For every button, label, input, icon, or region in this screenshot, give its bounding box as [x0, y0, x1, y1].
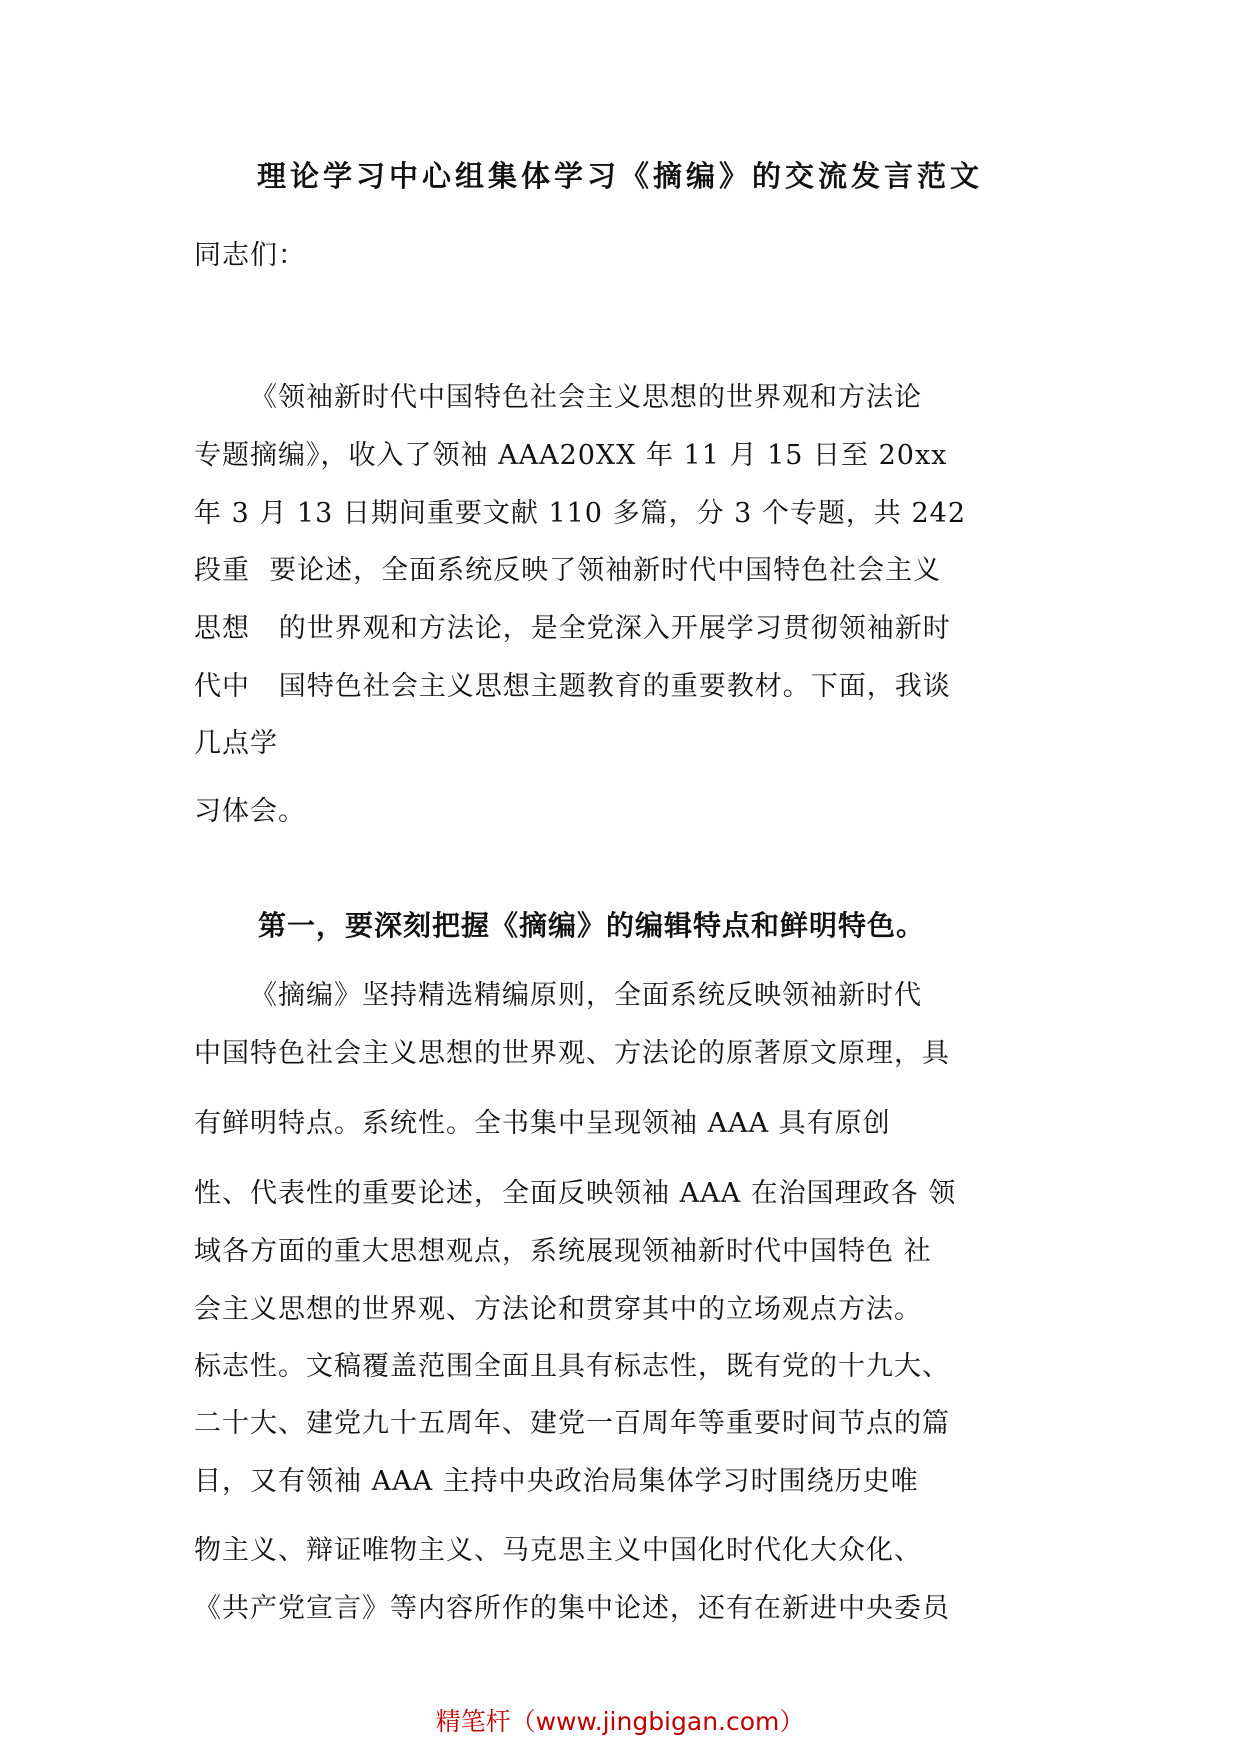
section-1-line-7: 标志性。文稿覆盖范围全面且具有标志性，既有党的十九大、 [194, 1351, 950, 1382]
intro-line-1: 《领袖新时代中国特色社会主义思想的世界观和方法论 [250, 382, 922, 413]
section-1-line-9: 目，又有领袖 AAA 主持中央政治局集体学习时围绕历史唯 [194, 1466, 919, 1497]
watermark-footer: 精笔杆（www.jingbigan.com） [435, 1707, 805, 1736]
intro-line-5: 思想 的世界观和方法论，是全党深入开展学习贯彻领袖新时 [194, 613, 951, 644]
intro-line-4: 段重 要论述，全面系统反映了领袖新时代中国特色社会主义 [194, 555, 942, 586]
document-title: 理论学习中心组集体学习《摘编》的交流发言范文 [256, 159, 983, 193]
section-1-line-1: 《摘编》坚持精选精编原则，全面系统反映领袖新时代 [250, 980, 922, 1011]
intro-line-7: 几点学 [194, 728, 278, 759]
section-1-line-4: 性、代表性的重要论述，全面反映领袖 AAA 在治国理政各 领 [194, 1178, 957, 1209]
section-1-line-8: 二十大、建党九十五周年、建党一百周年等重要时间节点的篇 [194, 1408, 950, 1439]
section-1-line-2: 中国特色社会主义思想的世界观、方法论的原著原文原理，具 [194, 1038, 950, 1069]
section-1-line-3: 有鲜明特点。系统性。全书集中呈现领袖 AAA 具有原创 [194, 1108, 891, 1139]
salutation: 同志们： [194, 240, 306, 271]
section-1-line-6: 会主义思想的世界观、方法论和贯穿其中的立场观点方法。 [194, 1294, 922, 1325]
intro-line-3: 年 3 月 13 日期间重要文献 110 多篇，分 3 个专题，共 242 [194, 498, 967, 529]
intro-line-6: 代中 国特色社会主义思想主题教育的重要教材。下面，我谈 [194, 671, 951, 702]
section-1-line-10: 物主义、辩证唯物主义、马克思主义中国化时代化大众化、 [194, 1535, 922, 1566]
section-1-heading: 第一，要深刻把握《摘编》的编辑特点和鲜明特色。 [258, 909, 926, 942]
section-1-line-11: 《共产党宣言》等内容所作的集中论述，还有在新进中央委员 [194, 1593, 950, 1624]
intro-line-2: 专题摘编》，收入了领袖 AAA20XX 年 11 月 15 日至 20xx [194, 440, 948, 471]
intro-line-8: 习体会。 [194, 796, 306, 827]
section-1-line-5: 域各方面的重大思想观点，系统展现领袖新时代中国特色 社 [194, 1236, 932, 1267]
